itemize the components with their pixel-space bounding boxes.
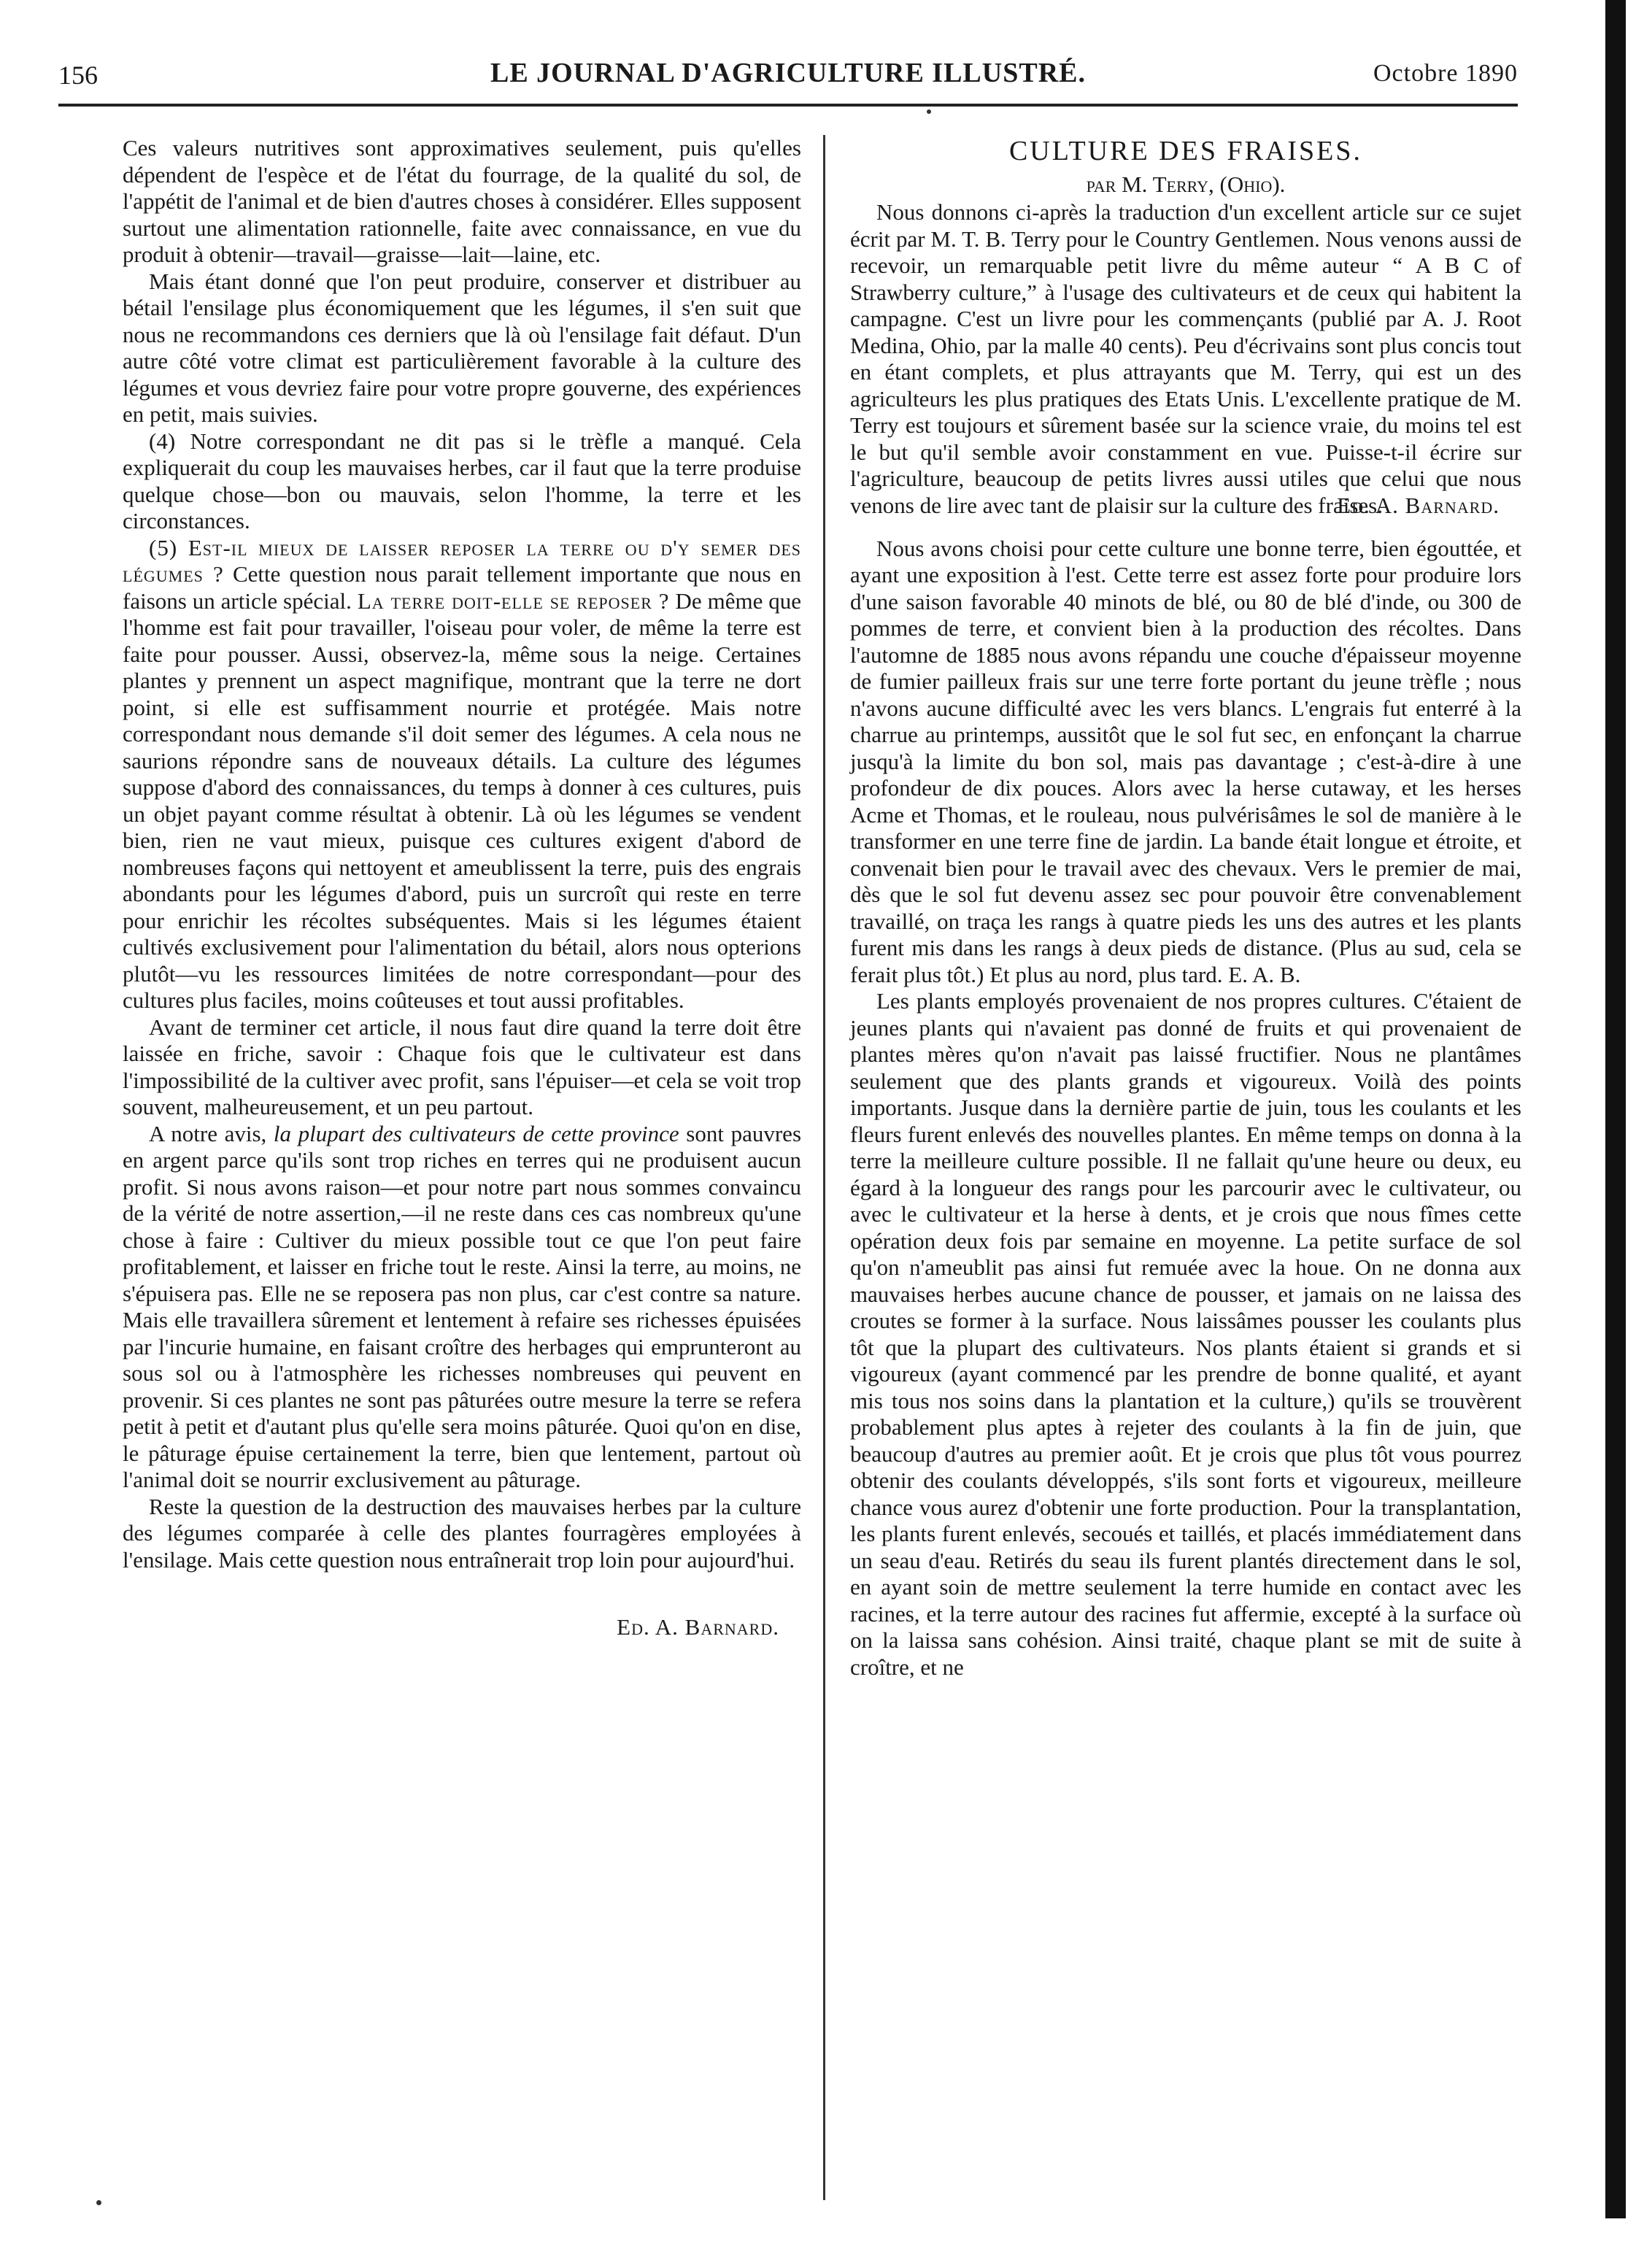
issue-date: Octobre 1890 [1373,60,1518,87]
header-rule [58,104,1518,107]
column-rule [823,135,825,2200]
journal-title: LE JOURNAL D'AGRICULTURE ILLUSTRÉ. [490,58,1086,88]
signature: Ed. A. Barnard. [617,1614,779,1640]
paragraph-notre-avis [123,1121,801,1494]
page-number: 156 [58,61,98,90]
question-text: Cette question nous parait tellement importante que nous en faisons un article spécial. [123,561,801,614]
question-paragraph [123,535,801,1014]
intro-paragraph: Nous donnons ci-après la traduction d'un excellent article sur ce sujet écrit par M. T. B. Terry pour le Country Gentlemen. Nous venons aussi de recevoir, un remarquable petit livre du même auteur “ A B C of Strawberry culture,” à l'usage des cultivateurs et de ceux qui habitent la campagne. C'est un livre pour les commençants (publié par A. J. Root Medina, Ohio, par la malle 40 cents). Peu d'écrivains sont plus concis tout en étant complets, et plus attrayants que M. Terry, qui est un des agriculteurs les plus pratiques des Etats Unis. L'excellente pratique de M. Terry est toujours et sûrement basée sur la science vraie, du moins tel est le but qu'il semble avoir constamment en vue. Puisse-t-il écrire sur l'agriculture, beaucoup de petits livres aussi utiles que celui que nous venons de lire avec tant de plaisir sur la culture des fraises. [850,199,1521,518]
question-subtitle: La terre doit-elle se reposer ? [357,587,670,614]
paragraph: Nous avons choisi pour cette culture une bonne terre, bien égouttée, et ayant une exposition à l'est. Cette terre est assez forte pour produire lors d'une saison favorable 40 minots de blé, ou 80 de blé d'inde, ou 300 de pommes de terre, et convient bien à la production des récoltes. Dans l'automne de 1885 nous avons répandu une couche d'épaisseur moyenne de fumier pailleux frais sur une terre forte portant du jeune trèfle ; nous n'avons aucune difficulté avec les vers blancs. L'engrais fut enterré à la charrue au printemps, aussitôt que le sol fut sec, en enfonçant la charrue jusqu'à la limite du bon sol, mais pas davantage ; c'est-à-dire à une profondeur de dix pouces. Alors avec la herse cutaway, et les herses Acme et Thomas, et le rouleau, nous pulvérisâmes le sol de manière à le transformer en une terre fine de jardin. La bande était longue et étroite, et convenait bien pour le travail avec des chevaux. Vers le premier de mai, dès que le sol fut devenu assez sec pour pouvoir être convenablement travaillé, on traça les rangs à quatre pieds les uns des autres et les plants furent mis dans les rangs à deux pieds de distance. (Plus au sud, cela se ferait plus tôt.) Et plus au nord, plus tard. E. A. B. [850,535,1521,987]
notre-avis-start: A notre avis, [149,1120,274,1146]
question-heading: (5) Est-il mieux de laisser reposer la terre ou d'y semer des légumes ? [123,534,801,587]
paragraph: Mais étant donné que l'on peut produire, conserver et distribuer au bétail l'ensilage plus économiquement que les légumes, il s'en suit que nous ne recommandons ces derniers que là où l'ensilage fait défaut. D'un autre côté votre climat est particulièrement favorable à la culture des légumes et vous devriez faire pour votre propre gouverne, des expériences en petit, mais suivies. [123,268,801,427]
left-column [123,135,801,1640]
right-column [850,135,1521,1681]
paragraph: Reste la question de la destruction des mauvaises herbes par la culture des légumes comparée à celle des plantes fourragères employées à l'ensilage. Mais cette question nous entraînerait trop loin pour aujourd'hui. [123,1493,801,1573]
page-edge-shadow [1605,0,1626,2218]
notre-avis-rest: sont pauvres en argent parce qu'ils sont trop riches en terres qui ne produisent aucun profit. Si nous avons raison—et pour notre part nous sommes convaincu de la vérité de notre assertion,—il ne reste dans ces cas nombreux qu'une chose à faire : Cultiver du mieux possible tout ce que l'on peut faire profitablement, et laisser en friche tout le reste. Ainsi la terre, au moins, ne s'épuisera pas. Elle ne se reposera pas non plus, car c'est contre sa nature. Mais elle travaillera sûrement et lentement à refaire ses richesses épuisées par l'incurie humaine, en faisant croître des herbages qui emprunteront au sous sol ou à l'atmosphère les richesses nombreuses qui peuvent en provenir. Si ces plantes ne sont pas pâturées outre mesure la terre se refera petit à petit et d'autant plus qu'elle sera moins pâturée. Quoi qu'on en dise, le pâturage épuise certainement la terre, bien que lentement, partout où l'animal doit se nourrir exclusivement au pâturage. [123,1120,802,1492]
question-text-2: De même que l'homme est fait pour travailler, l'oiseau pour voler, de même la terre est faite pour pousser. Aussi, observez-la, même sous la neige. Certaines plantes y prennent un aspect magnifique, montrant que la terre ne dort point, si elle est suffisamment nourrie et protégée. Mais notre correspondant nous demande s'il doit semer des légumes. A cela nous ne saurions répondre sans de nouveaux détails. La culture des légumes suppose d'abord des connaissances, du temps à donner à ces cultures, puis un objet payant comme résultat à obtenir. Là où les légumes se vendent bien, rien ne vaut mieux, puisque ces cultures exigent d'abord de nombreuses façons qui nettoyent et ameublissent la terre, puis des engrais abondants pour les légumes d'abord, puis un surcroît qui reste en terre pour enrichir les récoltes subséquentes. Mais si les légumes étaient cultivés exclusivement pour l'alimentation du bétail, alors nous opterions plutôt—vu les ressources limitées de notre correspondant—pour des cultures plus faciles, moins coûteuses et tout aussi profitables. [123,587,802,1013]
notre-avis-italic: la plupart des cultivateurs de cette province [273,1120,679,1146]
intro-signature: Ed. A. Barnard. [1337,493,1500,518]
paragraph: Les plants employés provenaient de nos propres cultures. C'étaient de jeunes plants qui n'avaient pas donné de fruits et qui provenaient de plantes mères qu'on n'avait pas laissé fructifier. Nous ne plantâmes seulement que des plants grands et vigoureux. Voilà des points importants. Jusque dans la dernière partie de juin, tous les coulants et les fleurs furent enlevés des nouvelles plantes. En même temps on donna à la terre la meilleure culture possible. Il ne fallait qu'une heure ou deux, eu égard à la longueur des rangs pour les parcourir avec le cultivateur, ou avec le cultivateur et la herse à dents, et je crois que nous fîmes cette opération deux fois par semaine en moyenne. La petite surface de sol qu'on n'ameublit pas ainsi fut remuée avec la houe. On ne donna aux mauvaises herbes aucune chance de pousser, et jamais on ne laissa des croutes se former à la surface. Nous laissâmes pousser les coulants plus tôt que la plupart des cultivateurs. Nos plants étaient si grands et si vigoureux (ayant commencé par les prendre de bonne qualité, et ayant mis tous nos soins dans la plantation et la culture,) qu'ils se trouvèrent probablement plus aptes à rejeter des coulants à la fin de juin, que beaucoup d'autres au premier août. Et je crois que plus tôt vous pourrez obtenir des coulants développés, s'ils sont forts et vigoureux, meilleure chance vous aurez d'obtenir une forte production. Pour la transplantation, les plants furent enlevés, secoués et taillés, et placés immédiatement dans un seau d'eau. Retirés du seau ils furent plantés directement dans le sol, en ayant soin de mettre seulement la terre humide en contact avec les racines, et la terre autour des racines fut affermie, excepté à la surface où on la laissa sans cohésion. Ainsi traité, chaque plant se mit de suite à croître, et ne [850,988,1521,1680]
paragraph: Avant de terminer cet article, il nous faut dire quand la terre doit être laissée en friche, savoir : Chaque fois que le cultivateur est dans l'impossibilité de la cultiver avec profit, sans l'épuiser—et cela se voit trop souvent, malheureusement, et un peu partout. [123,1014,801,1119]
article-body [850,536,1521,1681]
article-byline: par M. Terry, (Ohio). [1086,171,1286,197]
running-head [58,57,1518,101]
ornament-dot [927,109,931,114]
paragraph: (4) Notre correspondant ne dit pas si le trèfle a manqué. Cela expliquerait du coup les mauvaises herbes, car il faut que la terre produise quelque chose—bon ou mauvais, selon l'homme, la terre et les circonstances. [123,428,801,533]
article-title: CULTURE DES FRAISES. [1008,136,1363,166]
paragraph: Ces valeurs nutritives sont approximatives seulement, puis qu'elles dépendent de l'espèce et de l'état du fourrage, de la qualité du sol, de l'appétit de l'animal et de bien d'autres choses à considérer. Elles supposent surtout une alimentation rationnelle, faite avec connaissance, en vue du produit à obtenir—travail—graisse—lait—laine, etc. [123,135,801,267]
bottom-dot [96,2200,101,2205]
